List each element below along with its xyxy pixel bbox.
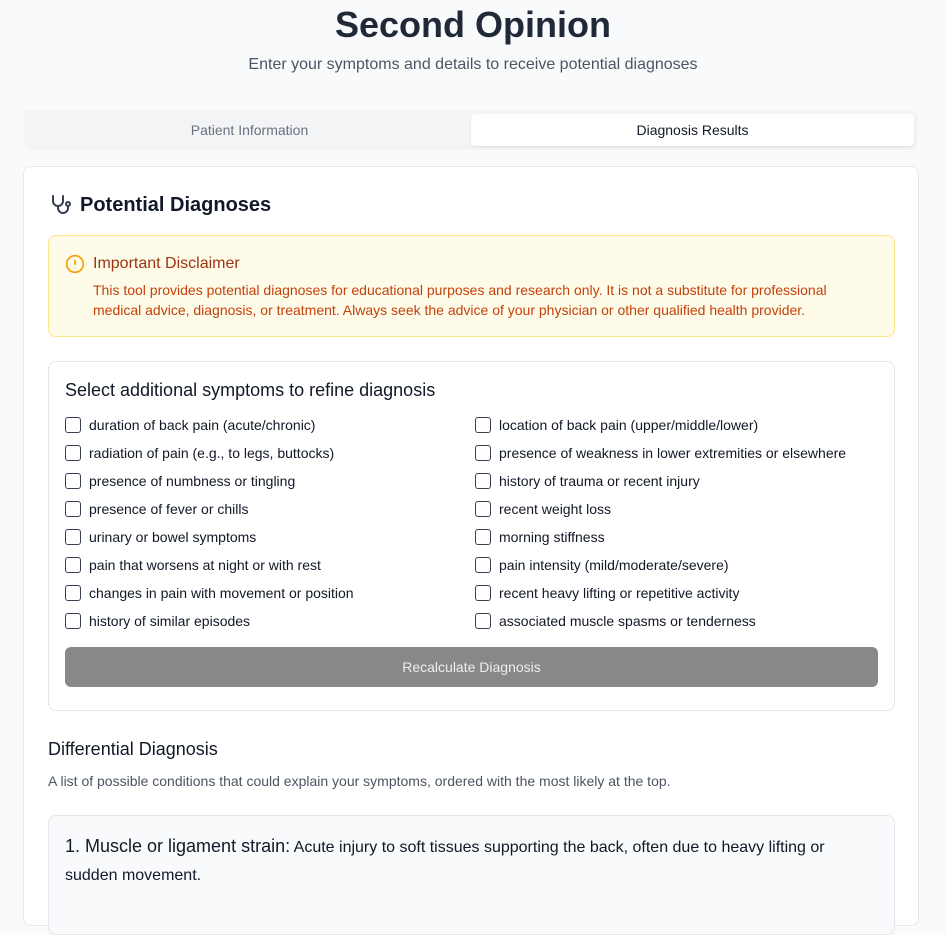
recalculate-button[interactable]: Recalculate Diagnosis xyxy=(65,647,878,687)
symptom-label: location of back pain (upper/middle/lower) xyxy=(499,417,759,433)
symptom-label: changes in pain with movement or position xyxy=(89,585,354,601)
checkbox[interactable] xyxy=(65,613,81,629)
symptom-option[interactable] xyxy=(475,527,875,547)
tab-diagnosis-results[interactable]: Diagnosis Results xyxy=(471,114,914,146)
checkbox[interactable] xyxy=(65,501,81,517)
alert-circle-icon xyxy=(65,254,85,274)
symptom-label: presence of fever or chills xyxy=(89,501,249,517)
symptom-option[interactable] xyxy=(475,611,875,631)
symptom-option[interactable] xyxy=(475,499,875,519)
symptom-label: radiation of pain (e.g., to legs, buttocks) xyxy=(89,445,335,461)
symptom-option[interactable] xyxy=(475,471,875,491)
symptom-label: presence of numbness or tingling xyxy=(89,473,296,489)
tab-patient-information[interactable]: Patient Information xyxy=(190,122,309,138)
symptom-refine-panel xyxy=(48,361,895,711)
checkbox[interactable] xyxy=(475,501,491,517)
symptom-option[interactable] xyxy=(65,499,475,519)
checkbox[interactable] xyxy=(65,585,81,601)
symptom-option[interactable] xyxy=(65,415,475,435)
symptom-label: morning stiffness xyxy=(499,529,605,545)
symptom-label: pain that worsens at night or with rest xyxy=(89,557,321,573)
symptom-heading: Select additional symptoms to refine diagnosis xyxy=(65,380,436,400)
differential-subtitle: A list of possible conditions that could explain your symptoms, ordered with the most likely at the top. xyxy=(48,773,671,789)
symptom-label: recent heavy lifting or repetitive activity xyxy=(499,585,740,601)
checkbox[interactable] xyxy=(65,557,81,573)
stethoscope-icon xyxy=(48,193,72,217)
tab-bar xyxy=(24,110,918,150)
symptom-option[interactable] xyxy=(65,527,475,547)
checkbox[interactable] xyxy=(475,417,491,433)
disclaimer-text: This tool provides potential diagnoses for educational purposes and research only. It is not a substitute for professional medical advice, diagnosis, or treatment. Always seek the advice of your physician or other qualified health provider. xyxy=(93,282,827,318)
disclaimer-box xyxy=(48,235,895,337)
symptom-option[interactable] xyxy=(65,555,475,575)
checkbox[interactable] xyxy=(475,473,491,489)
disclaimer-title: Important Disclaimer xyxy=(93,255,240,272)
symptom-label: urinary or bowel symptoms xyxy=(89,529,257,545)
checkbox[interactable] xyxy=(475,445,491,461)
diagnosis-description: Acute injury to soft tissues supporting the back, often due to heavy lifting or sudden movement. xyxy=(65,839,825,884)
checkbox[interactable] xyxy=(65,473,81,489)
symptom-label: history of similar episodes xyxy=(89,613,251,629)
symptom-option[interactable] xyxy=(65,583,475,603)
symptom-option[interactable] xyxy=(475,443,875,463)
diagnoses-card xyxy=(23,166,919,926)
symptom-option[interactable] xyxy=(65,611,475,631)
symptom-label: associated muscle spasms or tenderness xyxy=(499,613,756,629)
card-title xyxy=(48,193,271,217)
symptom-label: history of trauma or recent injury xyxy=(499,473,700,489)
symptom-option[interactable] xyxy=(65,443,475,463)
symptom-label: pain intensity (mild/moderate/severe) xyxy=(499,557,729,573)
symptom-option[interactable] xyxy=(65,471,475,491)
checkbox[interactable] xyxy=(475,557,491,573)
symptom-label: recent weight loss xyxy=(499,501,612,517)
differential-heading: Differential Diagnosis xyxy=(48,739,218,759)
checkbox[interactable] xyxy=(65,445,81,461)
symptom-option[interactable] xyxy=(475,415,875,435)
symptom-label: duration of back pain (acute/chronic) xyxy=(89,417,316,433)
checkbox[interactable] xyxy=(475,529,491,545)
app-title: Second Opinion xyxy=(335,4,611,45)
diagnosis-name: 1. Muscle or ligament strain: xyxy=(65,836,291,856)
checkbox[interactable] xyxy=(475,613,491,629)
card-title-text: Potential Diagnoses xyxy=(80,193,272,216)
checkbox[interactable] xyxy=(475,585,491,601)
symptom-option[interactable] xyxy=(475,555,875,575)
diagnosis-item xyxy=(48,815,895,935)
symptom-label: presence of weakness in lower extremities or elsewhere xyxy=(499,445,847,461)
checkbox[interactable] xyxy=(65,529,81,545)
app-subtitle: Enter your symptoms and details to receive potential diagnoses xyxy=(248,56,698,73)
symptom-option[interactable] xyxy=(475,583,875,603)
checkbox[interactable] xyxy=(65,417,81,433)
